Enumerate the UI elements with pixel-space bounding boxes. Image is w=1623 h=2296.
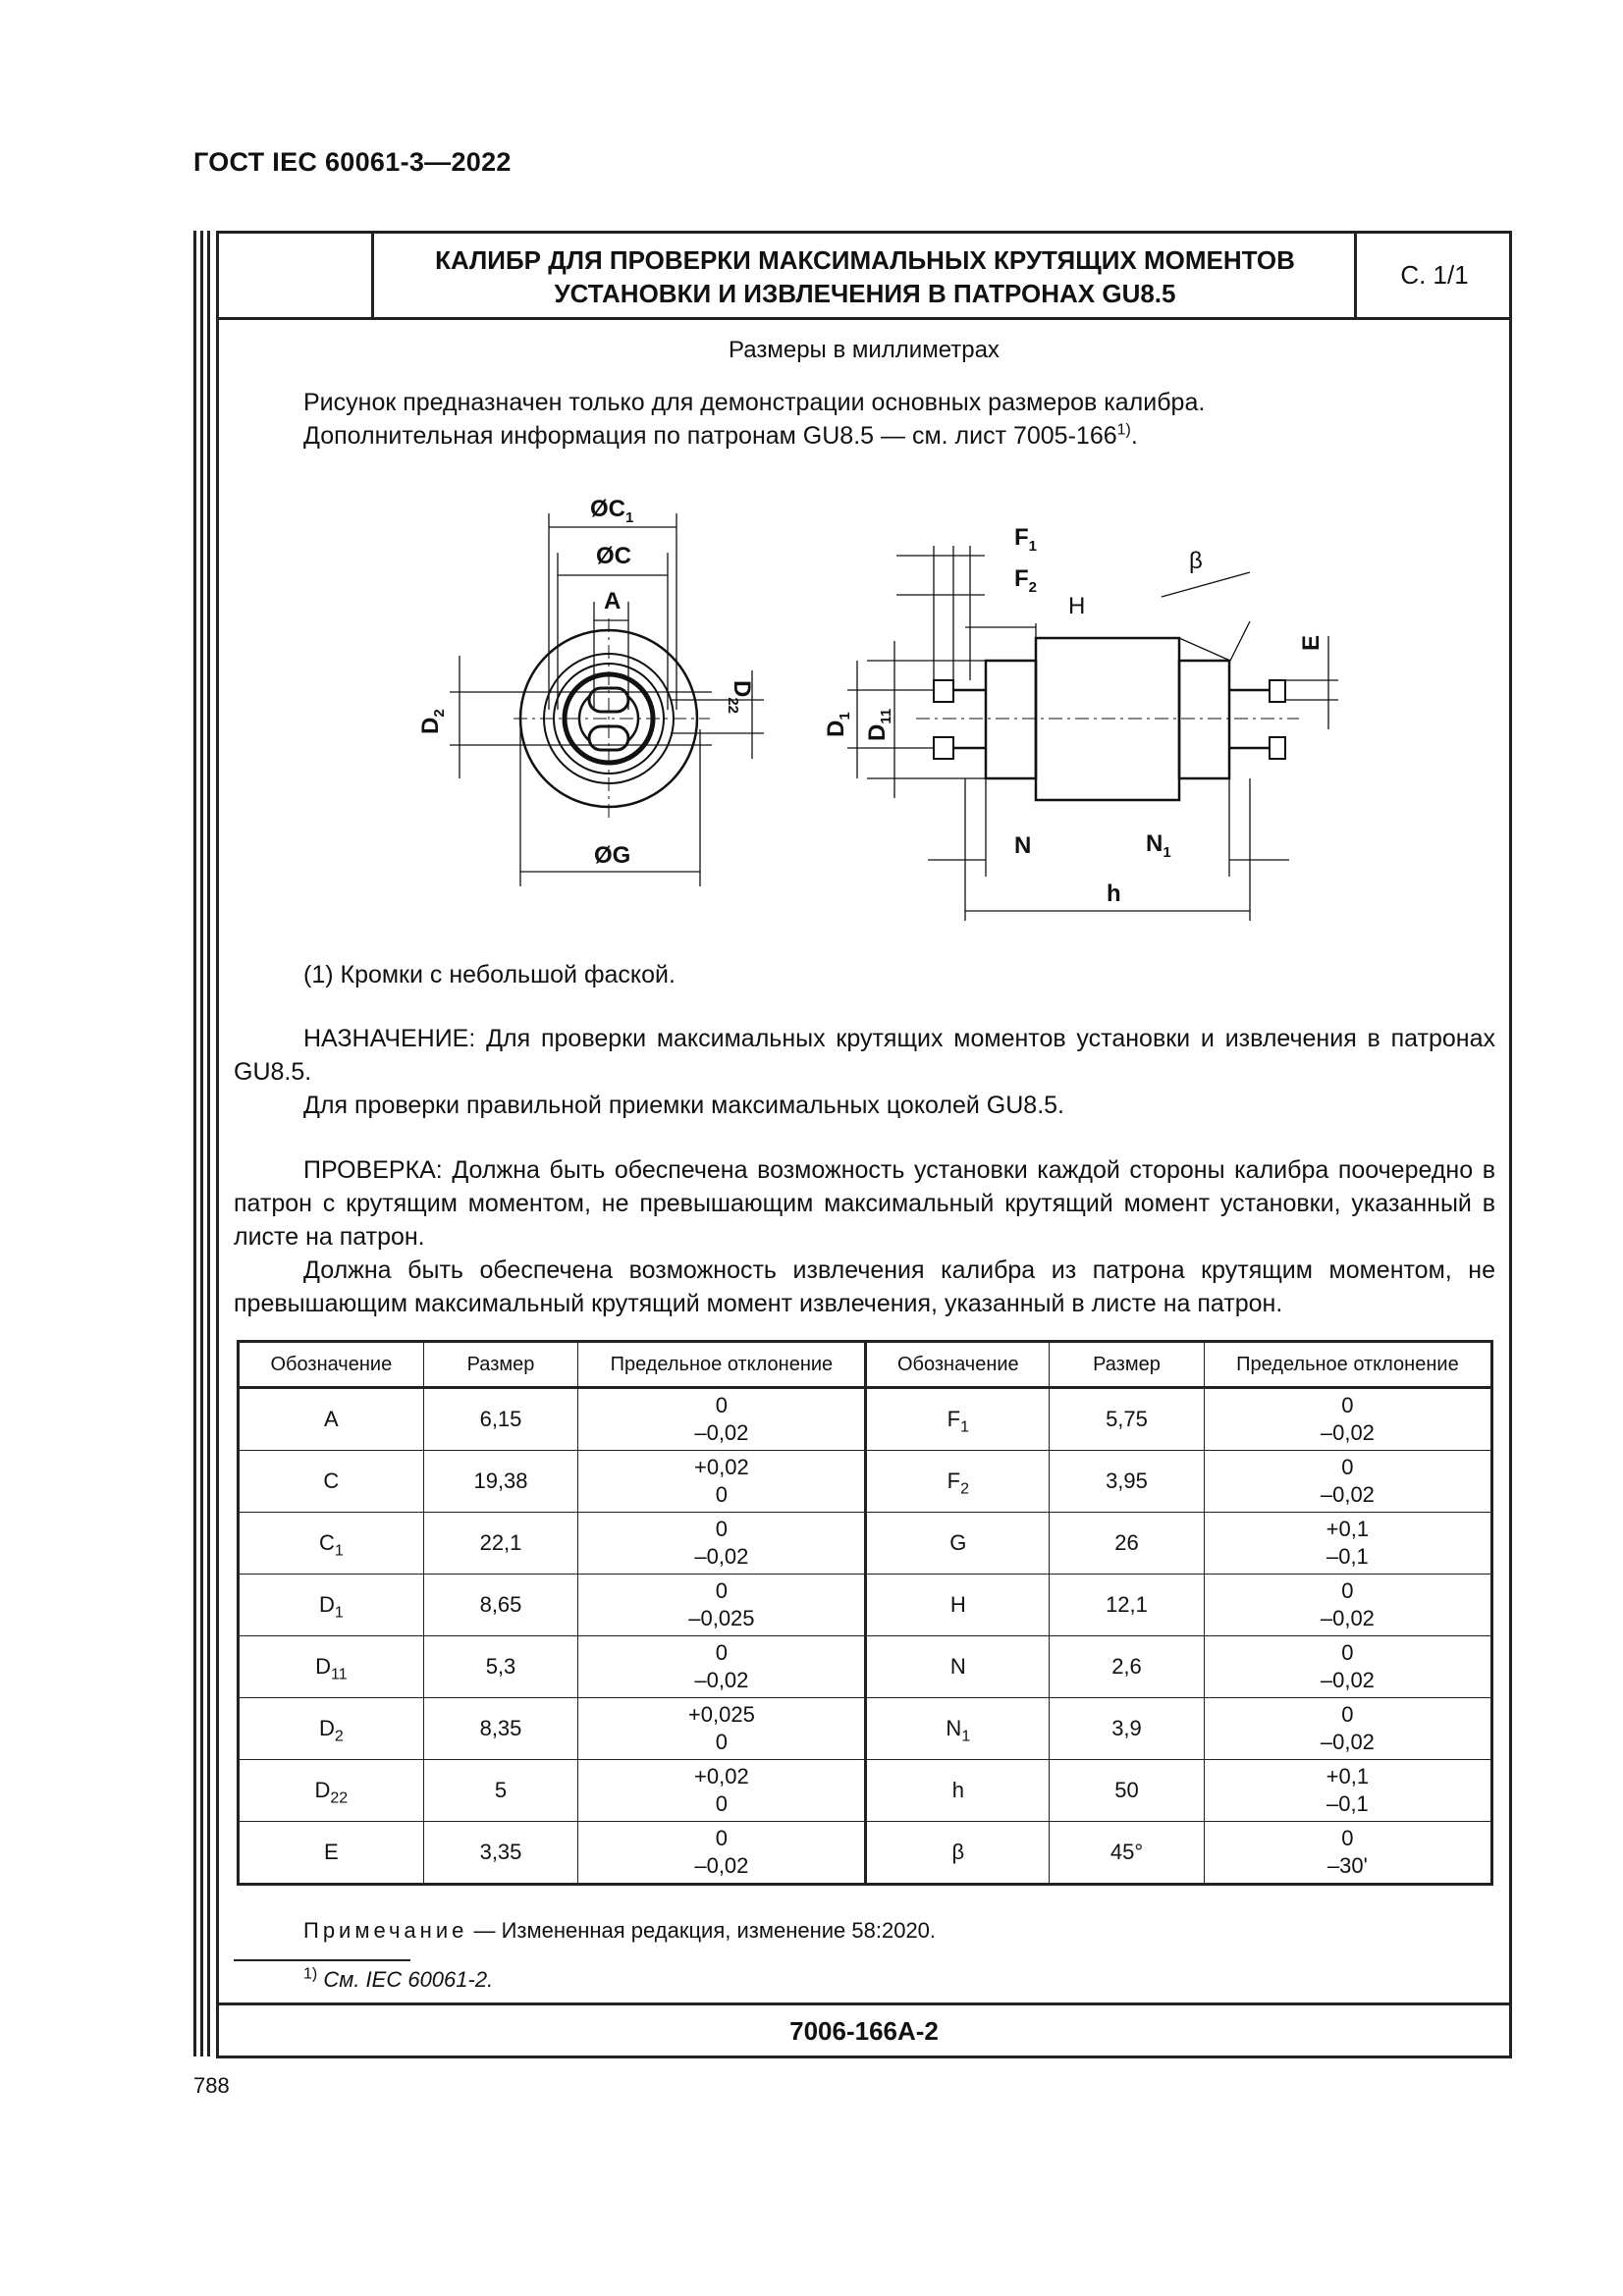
size-cell: 8,35 xyxy=(423,1698,578,1760)
designation-cell: $D_{22}$ xyxy=(239,1760,424,1822)
table-header-row xyxy=(239,1342,1492,1388)
size-cell: 45° xyxy=(1050,1822,1205,1885)
designation-cell: H xyxy=(866,1575,1050,1636)
tolerance-cell: +0,02 0 xyxy=(578,1760,866,1822)
margin-line xyxy=(193,231,196,2056)
label-f1: $F_1$ xyxy=(1014,524,1038,555)
designation-cell: $D_1$ xyxy=(239,1575,424,1636)
label-d2: $D_2$ xyxy=(417,709,448,734)
label-c1: $ØC_1$ xyxy=(590,496,634,526)
size-cell: 22,1 xyxy=(423,1513,578,1575)
tolerance-cell: 0 –0,02 xyxy=(578,1636,866,1698)
col-header: Предельное отклонение xyxy=(1204,1342,1491,1388)
edge-note: (1) Кромки с небольшой фаской. xyxy=(303,961,676,988)
tolerance-cell: +0,1 –0,1 xyxy=(1204,1513,1491,1575)
size-cell: 3,95 xyxy=(1050,1451,1205,1513)
designation-cell: $D_2$ xyxy=(239,1698,424,1760)
tolerance-cell: 0 –0,025 xyxy=(578,1575,866,1636)
label-g: ØG xyxy=(594,842,631,869)
size-cell: 3,35 xyxy=(423,1822,578,1885)
label-beta: β xyxy=(1189,548,1203,574)
designation-cell: G xyxy=(866,1513,1050,1575)
size-cell: 26 xyxy=(1050,1513,1205,1575)
dimensions-table xyxy=(237,1340,1493,1886)
sheet-title: КАЛИБР ДЛЯ ПРОВЕРКИ МАКСИМАЛЬНЫХ КРУТЯЩИХ МОМЕНТОВ УСТАНОВКИ И ИЗВЛЕЧЕНИЯ В ПАТРОНАХ GU8.5 xyxy=(435,245,1295,308)
side-view xyxy=(916,638,1299,800)
units-note: Размеры в миллиметрах xyxy=(729,337,1000,363)
tolerance-cell: 0 –0,02 xyxy=(578,1388,866,1451)
tolerance-cell: 0 –0,02 xyxy=(578,1822,866,1885)
tolerance-cell: 0 –0,02 xyxy=(1204,1636,1491,1698)
table-row xyxy=(239,1636,1492,1698)
tolerance-cell: 0 –0,02 xyxy=(1204,1388,1491,1451)
size-cell: 5,75 xyxy=(1050,1388,1205,1451)
designation-cell: E xyxy=(239,1822,424,1885)
side-view-dimensions xyxy=(847,546,1338,921)
designation-cell: $D_{11}$ xyxy=(239,1636,424,1698)
tolerance-cell: 0 –0,02 xyxy=(1204,1575,1491,1636)
tolerance-cell: 0 –0,02 xyxy=(1204,1451,1491,1513)
designation-cell: $N_1$ xyxy=(866,1698,1050,1760)
designation-cell: $F_2$ xyxy=(866,1451,1050,1513)
table-row xyxy=(239,1822,1492,1885)
tolerance-cell: 0 –0,02 xyxy=(578,1513,866,1575)
size-cell: 50 xyxy=(1050,1760,1205,1822)
label-n: N xyxy=(1014,832,1032,859)
size-cell: 5 xyxy=(423,1760,578,1822)
tolerance-cell: +0,02 0 xyxy=(578,1451,866,1513)
table-note: Примечание — Измененная редакция, изменение 58:2020. xyxy=(303,1918,937,1943)
col-header: Размер xyxy=(1050,1342,1205,1388)
footnote-rule xyxy=(234,1959,410,1961)
col-header: Предельное отклонение xyxy=(578,1342,866,1388)
size-cell: 3,9 xyxy=(1050,1698,1205,1760)
designation-cell: $F_1$ xyxy=(866,1388,1050,1451)
gauge-drawing xyxy=(219,234,1509,940)
end-view xyxy=(514,618,710,818)
size-cell: 12,1 xyxy=(1050,1575,1205,1636)
size-cell: 8,65 xyxy=(423,1575,578,1636)
document-header: ГОСТ IEC 60061-3—2022 xyxy=(193,147,512,177)
purpose-text: НАЗНАЧЕНИЕ: Для проверки максимальных крутящих моментов установки и извлечения в патронах GU8.5. xyxy=(234,1025,1495,1086)
size-cell: 5,3 xyxy=(423,1636,578,1698)
label-f2: $F_2$ xyxy=(1014,565,1038,596)
purpose-text-2: Для проверки правильной приемки максимальных цоколей GU8.5. xyxy=(303,1092,1064,1119)
col-header: Обозначение xyxy=(866,1342,1050,1388)
table-row xyxy=(239,1698,1492,1760)
sheet-frame xyxy=(216,231,1512,2058)
label-c: ØC xyxy=(596,543,631,569)
label-e: E xyxy=(1298,634,1325,651)
margin-line xyxy=(200,231,203,2056)
table-row xyxy=(239,1388,1492,1451)
sheet-page: С. 1/1 xyxy=(1354,234,1512,317)
table-row xyxy=(239,1575,1492,1636)
col-header: Размер xyxy=(423,1342,578,1388)
check-text-2: Должна быть обеспечена возможность извлечения калибра из патрона крутящим моментом, не превышающим максимальный крутящий момент извлечения, указанный в листе на патрон. xyxy=(234,1256,1495,1317)
margin-line xyxy=(207,231,210,2056)
size-cell: 19,38 xyxy=(423,1451,578,1513)
designation-cell: β xyxy=(866,1822,1050,1885)
label-n1: $N_1$ xyxy=(1146,830,1171,861)
tolerance-cell: 0 –30' xyxy=(1204,1822,1491,1885)
intro-text: Рисунок предназначен только для демонстрации основных размеров калибра. Дополнительная информация по патронам GU8.5 — см. лист 7005-166$^{1)}$. xyxy=(303,389,1206,450)
sheet-number: 7006-166A-2 xyxy=(219,2002,1509,2058)
tolerance-cell: 0 –0,02 xyxy=(1204,1698,1491,1760)
drawing-labels xyxy=(417,496,1325,907)
size-cell: 2,6 xyxy=(1050,1636,1205,1698)
table-row xyxy=(239,1513,1492,1575)
check-text: ПРОВЕРКА: Должна быть обеспечена возможность установки каждой стороны калибра поочередно в патрон с крутящим моментом, не превышающим максимальный крутящий момент установки, указанный в листе на патрон. xyxy=(234,1156,1495,1251)
label-h-cap: H xyxy=(1068,593,1086,619)
table-row xyxy=(239,1760,1492,1822)
designation-cell: h xyxy=(866,1760,1050,1822)
label-d1: $D_1$ xyxy=(823,712,853,737)
label-d22: $D_{22}$ xyxy=(725,680,755,715)
label-d11: $D_{11}$ xyxy=(864,708,894,741)
designation-cell: A xyxy=(239,1388,424,1451)
col-header: Обозначение xyxy=(239,1342,424,1388)
size-cell: 6,15 xyxy=(423,1388,578,1451)
label-h: h xyxy=(1107,881,1121,907)
label-a: A xyxy=(604,588,622,614)
table-row xyxy=(239,1451,1492,1513)
designation-cell: $C_1$ xyxy=(239,1513,424,1575)
page-number: 788 xyxy=(193,2073,230,2098)
footnote: $^{1)}$ См. IEC 60061-2. xyxy=(303,1965,494,1992)
tolerance-cell: +0,1 –0,1 xyxy=(1204,1760,1491,1822)
designation-cell: N xyxy=(866,1636,1050,1698)
designation-cell: C xyxy=(239,1451,424,1513)
tolerance-cell: +0,025 0 xyxy=(578,1698,866,1760)
